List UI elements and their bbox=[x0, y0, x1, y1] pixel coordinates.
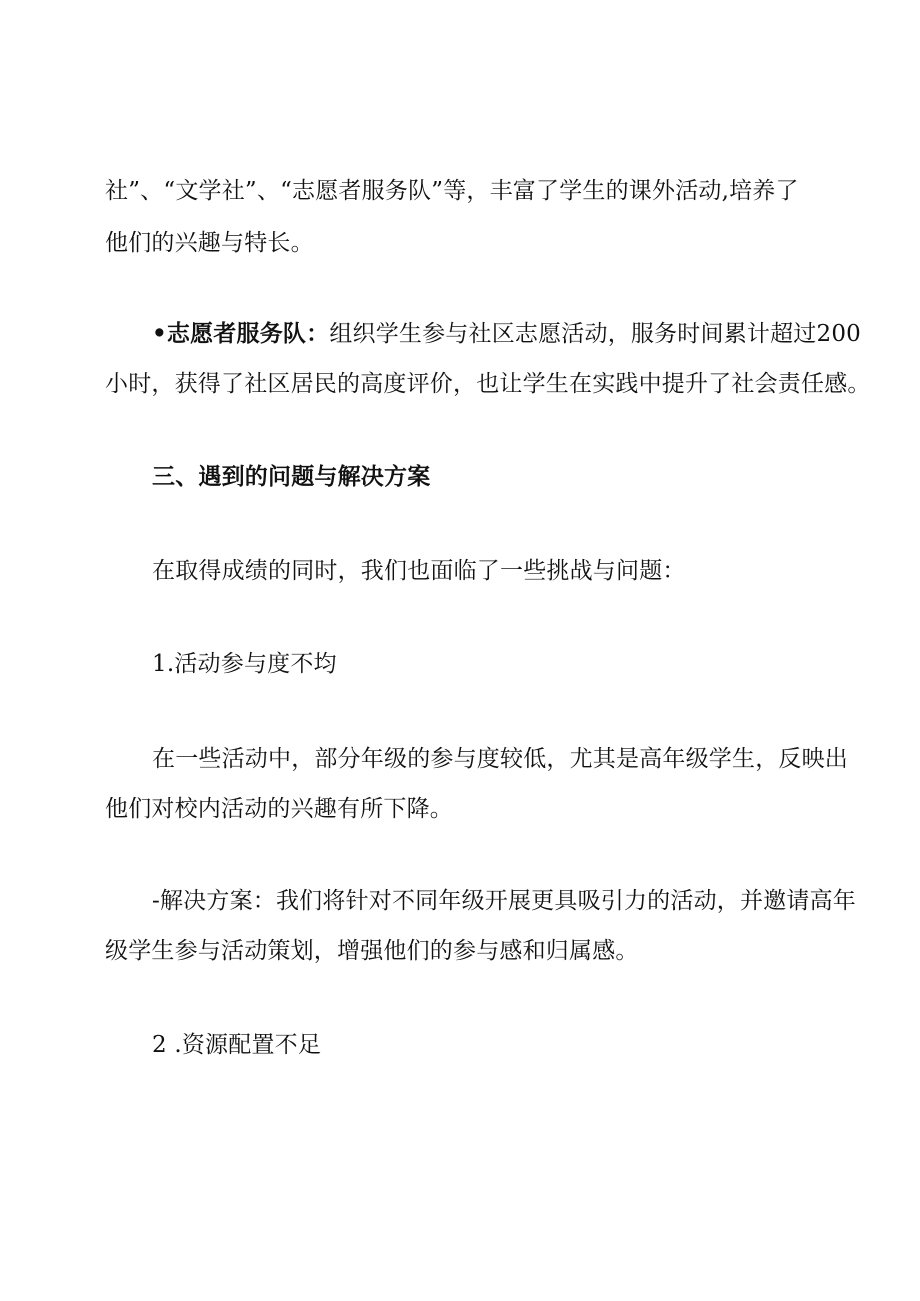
problem-2-title: 2 .资源配置不足 bbox=[152, 1032, 322, 1058]
volunteer-item-label: •志愿者服务队： bbox=[152, 320, 330, 347]
paragraph-line: 他们的兴趣与特长。 bbox=[105, 230, 314, 256]
volunteer-item-text: 组织学生参与社区志愿活动，服务时间累计超过200 bbox=[329, 321, 862, 347]
volunteer-item-line bbox=[152, 319, 872, 349]
problem-1-description-line-1: 在一些活动中，部分年级的参与度较低，尤其是高年级学生，反映出 bbox=[152, 746, 848, 772]
problem-1-description-line-2: 他们对校内活动的兴趣有所下降。 bbox=[105, 796, 453, 822]
intro-paragraph: 在取得成绩的同时，我们也面临了一些挑战与问题： bbox=[152, 558, 686, 584]
problem-1-solution-line-1: -解决方案：我们将针对不同年级开展更具吸引力的活动，并邀请高年 bbox=[152, 888, 856, 914]
volunteer-item-line-2: 小时，获得了社区居民的高度评价，也让学生在实践中提升了社会责任感。 bbox=[105, 371, 871, 397]
section-heading: 三、遇到的问题与解决方案 bbox=[152, 463, 431, 490]
problem-1-title: 1.活动参与度不均 bbox=[152, 651, 337, 677]
paragraph-line: 社”、“文学社”、“志愿者服务队”等，丰富了学生的课外活动,培养了 bbox=[105, 178, 799, 204]
problem-1-solution-line-2: 级学生参与活动策划，增强他们的参与感和归属感。 bbox=[105, 938, 639, 964]
